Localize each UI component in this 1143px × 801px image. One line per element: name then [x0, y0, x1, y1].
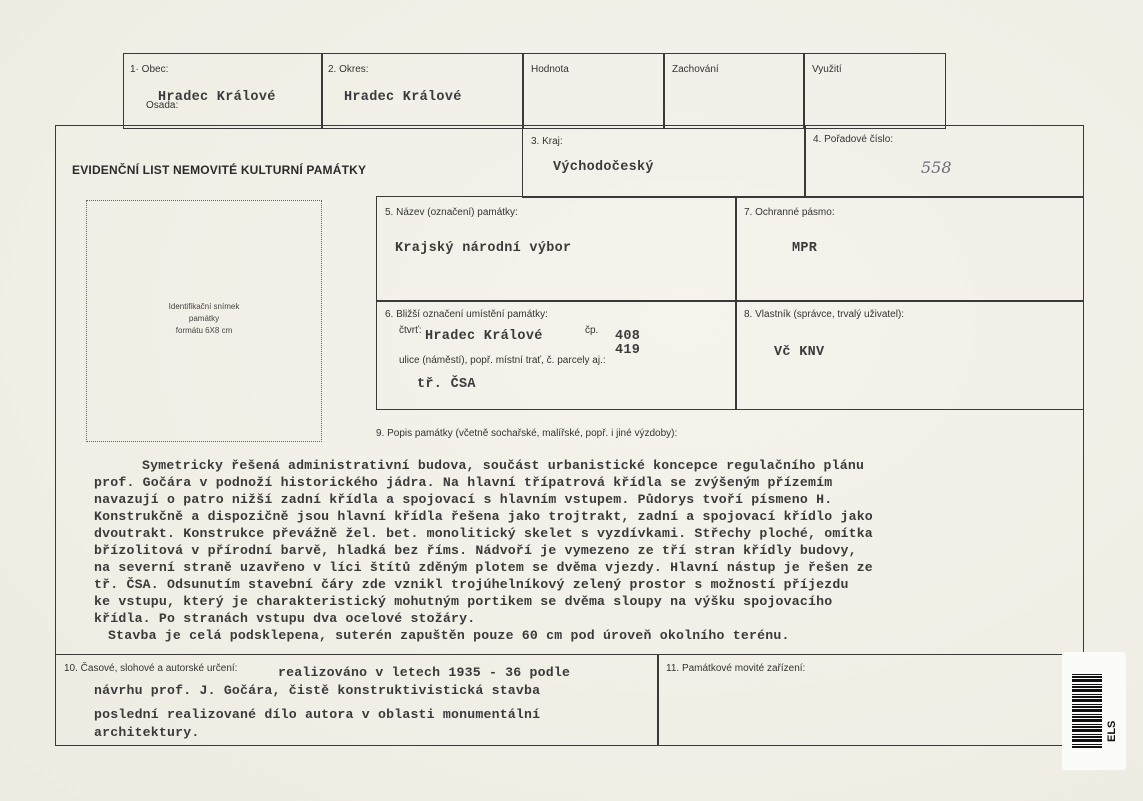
nazev-label: 5. Název (označení) památky:: [385, 207, 518, 218]
okres-label: 2. Okres:: [328, 64, 369, 75]
poradove-value: 558: [921, 158, 952, 177]
vyuziti-label: Využití: [812, 64, 842, 75]
okres-value: Hradec Králové: [344, 90, 462, 105]
form-title: EVIDENČNÍ LIST NEMOVITÉ KULTURNÍ PAMÁTKY: [72, 163, 367, 177]
photo-text-line3: formátu 6X8 cm: [175, 326, 233, 335]
obec-label: 1· Obec:: [130, 64, 169, 75]
poradove-label: 4. Pořadové číslo:: [813, 134, 894, 145]
kraj-value: Východočeský: [553, 160, 654, 175]
vlastnik-label: 8. Vlastník (správce, trvalý uživatel):: [744, 309, 905, 320]
zachovani-cell: [663, 53, 805, 129]
osada-label: Osada:: [146, 100, 179, 111]
popis-line: dvoutrakt. Konstrukce převážně žel. bet. monolitický skelet s vyzdívkami. Střechy ploché, omítka: [94, 526, 873, 541]
pasmo-value: MPR: [792, 241, 818, 256]
ulice-label: ulice (náměstí), popř. místní trať, č. parcely aj.:: [399, 355, 606, 366]
okres-cell: [321, 53, 524, 129]
ulice-value: tř. ČSA: [417, 377, 476, 392]
poradove-cell: [804, 125, 1084, 198]
nazev-cell: [376, 196, 737, 302]
popis-line: Stavba je celá podsklepena, suterén zapuštěn pouze 60 cm pod úroveň okolního terénu.: [108, 628, 790, 643]
ctvrt-label: čtvrť:: [399, 325, 422, 336]
popis-line: ke vstupu, který je charakteristický mohutným portikem se dvěma sloupy na výšku spojovacího: [94, 594, 833, 609]
popis-line: na severní straně uzavřeno v líci štítů zděným plotem se dvěma vjezdy. Hlavní nástup je řešen ze: [94, 560, 873, 575]
popis-line: břízolitová v přírodní barvě, hladká bez říms. Nádvoří je vymezeno ze tří stran křídly budovy,: [94, 543, 857, 558]
obec-cell: [123, 53, 323, 129]
kraj-cell: [522, 125, 806, 198]
urceni-line-3: poslední realizované dílo autora v oblasti monumentální: [94, 707, 541, 722]
pasmo-label: 7. Ochranné pásmo:: [744, 207, 835, 218]
movite-cell: [657, 654, 1084, 746]
umisteni-cell: [376, 300, 737, 410]
barcode-sticker: [1062, 652, 1126, 770]
popis-line: Symetricky řešená administrativní budova, součást urbanistické koncepce regulačního plánu: [142, 458, 865, 473]
popis-line: tř. ČSA. Odsunutím stavební čáry zde vznikl trojúhelníkový zelený prostor s možností příjezdu: [94, 577, 849, 592]
popis-line: Konstrukčně a dispozičně jsou hlavní křídla řešena jako trojtrakt, zadní a spojovací křídlo jako: [94, 509, 873, 524]
vyuziti-cell: [803, 53, 946, 129]
popis-line: křídla. Po stranách vstupu dva ocelové stožáry.: [94, 611, 476, 626]
urceni-cell: [55, 654, 659, 746]
obec-value: Hradec Králové: [158, 90, 276, 105]
umisteni-label: 6. Bližší označení umístění památky:: [385, 309, 548, 320]
urceni-line-1: realizováno v letech 1935 - 36 podle: [278, 665, 571, 680]
popis-line: navazují o patro nižší zadní křídla a spojovací s hlavním vstupem. Půdorys tvoří písmeno H.: [94, 492, 833, 507]
hodnota-cell: [522, 53, 665, 129]
urceni-label: 10. Časové, slohové a autorské určení:: [64, 663, 238, 674]
photo-text-line1: Identifikační snímek: [168, 302, 240, 311]
ctvrt-value: Hradec Králové: [425, 329, 543, 344]
popis-label: 9. Popis památky (včetně sochařské, malířské, popř. i jiné výzdoby):: [376, 428, 678, 439]
pasmo-cell: [735, 196, 1084, 302]
kraj-label: 3. Kraj:: [531, 136, 563, 147]
popis-line: prof. Gočára v podnoží historického jádra. Na hlavní třípatrová křídla se zvýšeným přízemím: [94, 475, 833, 490]
urceni-line-2: návrhu prof. J. Gočára, čistě konstruktivistická stavba: [94, 683, 541, 698]
hodnota-label: Hodnota: [531, 64, 569, 75]
cp-label: čp.: [585, 325, 599, 336]
photo-text-line2: památky: [188, 314, 220, 323]
barcode-icon: [1072, 674, 1102, 748]
zachovani-label: Zachování: [672, 64, 719, 75]
sticker-text: ELS: [1106, 720, 1118, 742]
vlastnik-value: Vč KNV: [774, 345, 825, 360]
nazev-value: Krajský národní výbor: [395, 241, 572, 256]
urceni-line-4: architektury.: [94, 725, 200, 740]
photo-placeholder: [86, 200, 322, 442]
vlastnik-cell: [735, 300, 1084, 410]
cp-value-1: 408: [615, 329, 641, 344]
movite-label: 11. Památkové movité zařízení:: [666, 663, 806, 674]
cp-value-2: 419: [615, 343, 641, 358]
